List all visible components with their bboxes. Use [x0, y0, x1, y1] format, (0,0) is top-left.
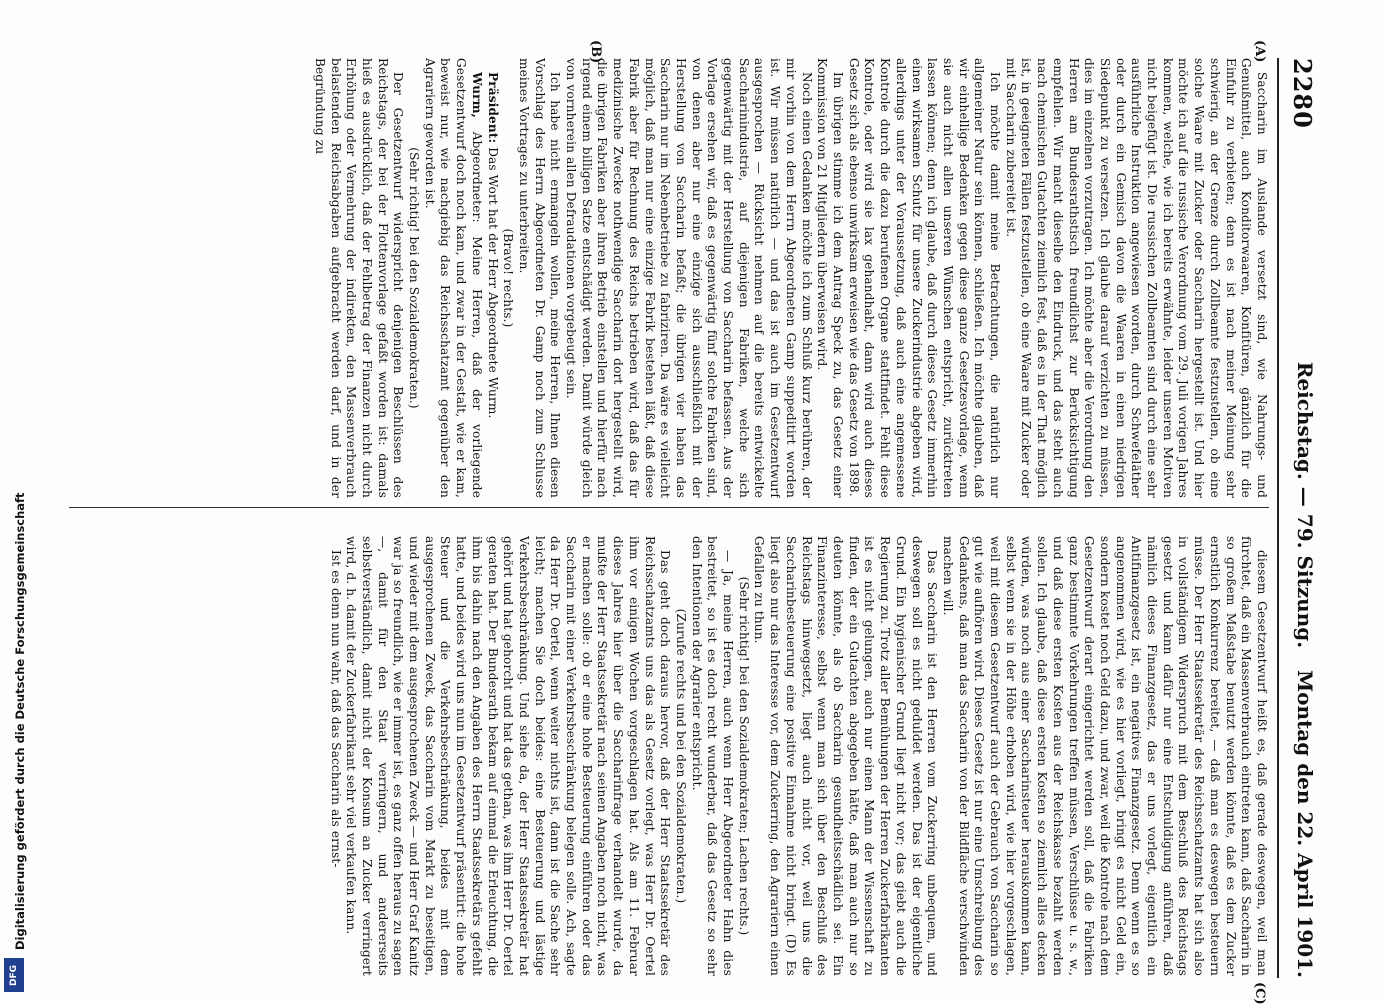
paragraph: Ich möchte damit meine Betrachtungen, die natürlich nur allgemeiner Natur sein können, schließen. Ich möchte glauben, daß wir einhellige Bedenken gegen diese ganze Gesetzesvorlage, wenn sie auch nicht allen unseren Wünschen entspricht, zurücktreten lassen können; denn ich glaube, daß durch dieses Gesetz immerhin einen wirksamen Schutz für unsere Zuckerindustrie abgeben wird, allerdings unter der Voraussetzung, daß auch eine angemessene Kontrole durch die dazu berufenen Organe stattfindet. Fehlt diese Kontrole, oder wird sie lax gehandhabt, dann wird auch dieses Gesetz sich als ebenso unwirksam erweisen wie das Gesetz von 1898.: [846, 58, 1003, 498]
paragraph: — Ja, meine Herren, auch wenn Herr Abgeordneter Hahn dies bestreitet, so ist es doch recht wunderbar, daß das Gesetz so sehr den Intentionen der Agrarier entspricht.: [689, 536, 736, 976]
session-date: Montag den 22. April 1901.: [1293, 670, 1317, 978]
interjection: (Bravo! rechts.): [501, 228, 516, 328]
speech-text: Das Wort hat der Herr Abgeordnete Wurm.: [485, 147, 500, 419]
margin-marker-a: (A): [1252, 40, 1267, 63]
margin-marker-b: (B): [588, 40, 603, 64]
paragraph: Das geht doch daraus hervor, daß der Herr Staatssekretär des Reichsschatzamts uns das als Gesetz vorlegt, was Herr Dr. Oertel ihm vor einigen Wochen vorgeschlagen hat. Als am 11. Februar dieses Jahres hier über die Saccharinfrage verhandelt wurde, da mußte der Herr Staatssekretär nach seinen Angaben noch nicht, was er machen solle: ob er eine hohe Besteuerung einführen oder das Saccharin mit einer Verkehrsbeschränkung belegen solle. Ach, sagte da Herr Dr. Oertel, wenn weiter nichts ist, dann ist die Sache sehr leicht; machen Sie doch beides: eine Besteuerung und lästige Verkehrsbeschränkung. Und siehe da, der Herr Staatssekretär hat gehört und hat gehorcht und hat das gethan, was ihm Herr Dr. Oertel geraten hat. Der Bundesrath bekam auf einmal die Erleuchtung, die ihm bis dahin nach den Angaben des Herrn Staatssekretärs gefehlt hatte, und beides wird uns nun im Gesetzentwurf präsentirt: die hohe Steuer und die Verkehrsbeschränkung, beides mit dem ausgesprochenen Zweck, das Saccharin vom Markt zu beseitigen, und wieder mit dem ausgesprochenen Zweck — und Herr Graf Kanitz war ja so freundlich, wie er immer ist, es ganz offen heraus zu sagen —, damit für den Staat verringern, und andererseits selbstverständlich, damit nicht der Konsum an Zucker verringert wird, d. h. damit der Zuckerfabrikant sehr viel verkaufen kann.: [344, 536, 673, 976]
speaker-name: Wurm,: [469, 72, 484, 119]
speaker-name: Präsident:: [485, 72, 500, 144]
speaker-paragraph: [421, 58, 484, 498]
paragraph: Saccharin im Auslande versetzt sind, wie Nahrungs- und Genußmittel, auch Konditorwaaren, Konfitüren, gänzlich für die Einfuhr zu verbieten; denn es ist nach meiner Meinung sehr schwierig, an der Grenze durch Zollbeamte festzustellen, ob eine solche Waare mit Zucker oder Saccharin hergestellt ist. Und hier möchte ich auf die russische Verordnung vom 29. Juli vorigen Jahres kommen, welche, wie ich bereits erwähnte, leider unseren Motiven nicht beigefügt ist. Die russischen Zollbeamten sind durch eine sehr ausführliche Instruktion angewiesen worden, durch Schwefeläther oder durch ein Gemisch davon die Waaren in einen niedrigen Siedepunkt zu versetzen. Ich glaube darauf verzichten zu müssen, dies im einzelnen vorzutragen. Ich möchte aber die Verordnung den Herren am Bundesrathstisch freundlichst zur Berücksichtigung empfehlen. Wir macht dieselbe den Eindruck, und das steht auch nach chemischen Gutachten ziemlich fest, daß es in der That möglich ist, in geeigneten Fällen festzustellen, ob eine Waare mit Zucker oder mit Saccharin zubereitet ist.: [1003, 58, 1269, 498]
right-column: [49, 536, 1269, 976]
paragraph: diesem Gesetzentwurf heißt es, daß gerade deswegen, weil man fürchtet, daß ein Massenverbrauch eintreten kann, daß Saccharin in so großem Maßstabe benutzt werden könnte, daß es dem Zucker ernstlich Konkurrenz bereitet, — daß man es deswegen besteuern müsse. Der Herr Staatssekretär des Reichsschatzamts hat sich also in vollständigem Widerspruch mit dem Beschluß des Reichstags gesetzt und kann dafür nur eine Entschuldigung anführen, daß nämlich dieses Finanzgesetz, das er uns vorlegt, eigentlich ein Antifinanzgesetz ist, ein negatives Finanzgesetz. Denn wenn es so angenommen wird, wie es hier vorliegt, bringt es nicht Geld ein, sondern kostet noch Geld dazu, und zwar, weil die Kontrole nach dem Gesetzentwurf derart eingerichtet werden soll, daß die Fabriken ganz bestimmte Vorkehrungen treffen müssen, Verschlüsse u. s. w., und daß diese ersten Kosten aus der Reichskasse bezahlt werden sollen. Ich glaube, daß diese ersten Kosten so ziemlich alles decken würden, was noch aus einer Saccharinsteuer herauskommen kann, selbst wenn sie in der Höhe erhoben wird, wie hier vorgeschlagen, weil mit diesem Gesetzentwurf auch der Gebrauch von Saccharin so gut wie aufhören wird. Dieses Gesetz ist nur eine Umschreibung des Gedankens, daß man das Saccharin von der Bildfläche verschwinden machen will.: [940, 536, 1269, 976]
interjection: (Zurufe rechts und bei den Sozialdemokraten.): [673, 608, 688, 904]
funding-note: Digitalisierung gefördert durch die Deutsche Forschungsgemeinschaft: [13, 492, 27, 950]
paragraph: Der Gesetzentwurf widerspricht denjenigen Beschlüssen des Reichstags, der bei der Flottenvorlage gefaßt worden ist: damals hieß es ausdrücklich, daß der Fehlbetrag der Finanzen nicht durch Erhöhung oder Vermehrung der indirekten, den Massenverbrauch belastenden Reichsabgaben aufgebracht werden darf, und in der Begründung zu: [312, 58, 406, 498]
interjection: (Sehr richtig! bei den Sozialdemokraten; Lachen rechts.): [736, 576, 751, 936]
speaker-paragraph: [484, 58, 500, 498]
speech-text: Abgeordneter: Meine Herren, daß der vorliegende Gesetzentwurf doch noch kam, und zwar in der Gestalt, wie er kam, beweist nur, wie nachgiebig das Reichsschatzamt gegenüber den Agrariern geworden ist.: [422, 58, 484, 498]
paragraph: Das Saccharin ist den Herren vom Zuckerring unbequem, und deswegen soll es nicht geduldet werden. Das ist der eigentliche Grund. Ein hygienischer Grund liegt nicht vor; das giebt auch die Regierung zu. Trotz aller Bemühungen der Herren Zuckerfabrikanten ist es nicht gelungen, auch nur einen Mann der Wissenschaft zu finden, der ein Gutachten abgegeben hätte, daß man auch nur so deuten könnte, als ob Saccharin gesundheitsschädlich sei. Ein Finanzinteresse, selbst wenn man sich über den Beschluß des Reichstags hinwegsetzt, liegt auch nicht vor, weil uns die Saccharinbesteuerung eine positive Einnahme nicht bringt. (D) Es liegt also nur das Interesse vor, dem Zuckerring, den Agrariern einen Gefallen zu thun.: [752, 536, 940, 976]
margin-marker-c: (C): [1252, 982, 1267, 1005]
page-title: Reichstag. — 79. Sitzung.: [1293, 361, 1317, 649]
column-divider: [69, 507, 1269, 508]
interjection: (Sehr richtig! bei den Sozialdemokraten.): [407, 147, 422, 409]
left-column: [49, 58, 1269, 498]
paragraph: Ist es denn nun wahr, daß das Saccharin als ernst-: [328, 550, 343, 868]
header-rule: [1277, 58, 1279, 978]
dfg-logo: DFG: [4, 958, 24, 992]
paragraph: Noch einen Gedanken möchte ich zum Schluß kurz berühren, der mir vorhin von dem Herrn Abgeordneten Gamp suppeditirt worden ist. Wir müssen natürlich — und das ist auch im Gesetzentwurf ausgesprochen — Rücksicht nehmen auf die bereits entwickelte Saccharinindustrie, auf diejenigen Fabriken, welche sich gegenwärtig mit der Herstellung von Saccharin befassen. Aus der Vorlage ersehen wir, daß es gegenwärtig fünf solche Fabriken sind, von denen aber nur eine einzige sich ausschließlich mit der Herstellung von Saccharin befaßt; die übrigen vier haben das Saccharin nur im Nebenbetriebe zu fabriziren. Da wäre es vielleicht möglich, daß man nur eine einzige Fabrik bestehen läßt, daß diese Fabrik aber für Rechnung des Reichs betrieben wird, daß das für medizinische Zwecke nothwendige Saccharin dort hergestellt wird, die übrigen Fabriken aber ihren Betrieb einstellen und hierfür nach irgend einem billigen Satze entschädigt werden. Damit würde gleich von vornherein allen Defraudationen vorgebeugt sein.: [564, 58, 814, 498]
paragraph: Ich habe nicht ermangeln wollen, meine Herren, Ihnen diesen Vorschlag des Herrn Abgeordneten Dr. Gamp noch zum Schlusse meines Vortrages zu unterbreiten.: [516, 58, 563, 498]
footer-strip: [0, 0, 26, 1000]
paragraph: Im übrigen stimme ich dem Antrag Speck zu, das Gesetz einer Kommission von 21 Mitgliedern überweisen wird.: [815, 58, 846, 498]
page-number: 2280: [1288, 58, 1317, 129]
